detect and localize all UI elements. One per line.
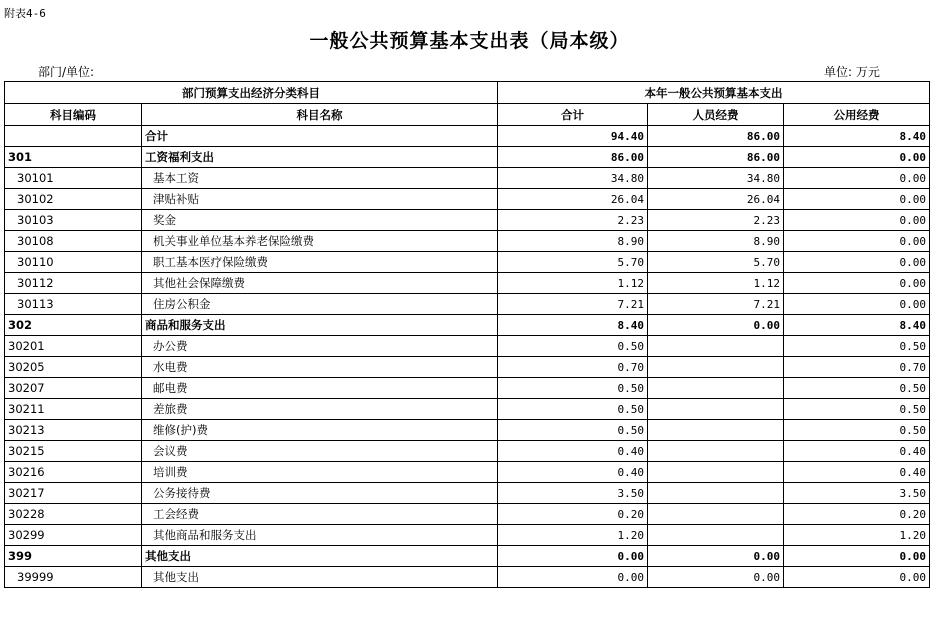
cell-code: 30216	[5, 462, 142, 483]
cell-personnel: 0.00	[648, 546, 784, 567]
cell-public: 0.00	[784, 546, 930, 567]
attachment-label: 附表4-6	[4, 7, 46, 20]
cell-personnel: 86.00	[648, 147, 784, 168]
cell-public: 0.00	[784, 147, 930, 168]
cell-code: 30110	[5, 252, 142, 273]
budget-table	[4, 81, 930, 588]
cell-code: 30201	[5, 336, 142, 357]
table-row	[5, 294, 930, 315]
cell-public: 0.00	[784, 252, 930, 273]
cell-name: 维修(护)费	[142, 420, 498, 441]
table-row	[5, 231, 930, 252]
header-total: 合计	[498, 104, 648, 126]
header-code: 科目编码	[5, 104, 142, 126]
department-label: 部门/单位:	[38, 65, 95, 79]
cell-personnel	[648, 399, 784, 420]
unit-label: 单位: 万元	[824, 65, 880, 79]
cell-total: 0.50	[498, 378, 648, 399]
table-row	[5, 147, 930, 168]
cell-name: 津贴补贴	[142, 189, 498, 210]
cell-public: 0.70	[784, 357, 930, 378]
table-row	[5, 168, 930, 189]
cell-public: 3.50	[784, 483, 930, 504]
cell-total: 7.21	[498, 294, 648, 315]
cell-name: 工会经费	[142, 504, 498, 525]
cell-public: 0.00	[784, 231, 930, 252]
table-row	[5, 546, 930, 567]
header-column-row	[5, 104, 930, 126]
cell-code: 30215	[5, 441, 142, 462]
cell-public: 8.40	[784, 126, 930, 147]
table-row	[5, 126, 930, 147]
cell-code: 30205	[5, 357, 142, 378]
header-group-right: 本年一般公共预算基本支出	[498, 82, 930, 104]
cell-name: 奖金	[142, 210, 498, 231]
cell-name: 培训费	[142, 462, 498, 483]
header-group-row	[5, 82, 930, 104]
cell-code: 30207	[5, 378, 142, 399]
cell-code: 30102	[5, 189, 142, 210]
cell-code: 30112	[5, 273, 142, 294]
cell-personnel	[648, 378, 784, 399]
cell-total: 2.23	[498, 210, 648, 231]
table-row	[5, 357, 930, 378]
cell-name: 机关事业单位基本养老保险缴费	[142, 231, 498, 252]
cell-code: 30213	[5, 420, 142, 441]
cell-total: 0.40	[498, 462, 648, 483]
table-row	[5, 210, 930, 231]
cell-name: 合计	[142, 126, 498, 147]
table-row	[5, 336, 930, 357]
cell-name: 公务接待费	[142, 483, 498, 504]
cell-code: 39999	[5, 567, 142, 588]
cell-personnel	[648, 462, 784, 483]
cell-public: 0.00	[784, 294, 930, 315]
cell-public: 0.50	[784, 378, 930, 399]
table-row	[5, 252, 930, 273]
cell-name: 邮电费	[142, 378, 498, 399]
cell-code: 30101	[5, 168, 142, 189]
cell-public: 0.00	[784, 189, 930, 210]
cell-personnel: 7.21	[648, 294, 784, 315]
cell-code: 30217	[5, 483, 142, 504]
cell-code: 30113	[5, 294, 142, 315]
cell-public: 0.00	[784, 567, 930, 588]
cell-total: 3.50	[498, 483, 648, 504]
cell-public: 0.50	[784, 399, 930, 420]
cell-code: 30108	[5, 231, 142, 252]
table-row	[5, 273, 930, 294]
cell-name: 办公费	[142, 336, 498, 357]
cell-personnel	[648, 525, 784, 546]
cell-personnel: 2.23	[648, 210, 784, 231]
cell-code	[5, 126, 142, 147]
cell-total: 0.70	[498, 357, 648, 378]
cell-total: 0.50	[498, 420, 648, 441]
cell-personnel: 1.12	[648, 273, 784, 294]
cell-code: 30103	[5, 210, 142, 231]
cell-total: 0.20	[498, 504, 648, 525]
cell-code: 399	[5, 546, 142, 567]
cell-personnel: 5.70	[648, 252, 784, 273]
cell-code: 30211	[5, 399, 142, 420]
header-personnel: 人员经费	[648, 104, 784, 126]
header-group-left: 部门预算支出经济分类科目	[5, 82, 498, 104]
cell-public: 8.40	[784, 315, 930, 336]
cell-name: 差旅费	[142, 399, 498, 420]
cell-personnel: 8.90	[648, 231, 784, 252]
cell-name: 职工基本医疗保险缴费	[142, 252, 498, 273]
cell-total: 1.20	[498, 525, 648, 546]
page-title: 一般公共预算基本支出表（局本级）	[309, 30, 630, 52]
cell-personnel	[648, 420, 784, 441]
cell-total: 94.40	[498, 126, 648, 147]
cell-public: 0.00	[784, 168, 930, 189]
cell-name: 其他支出	[142, 567, 498, 588]
cell-total: 86.00	[498, 147, 648, 168]
cell-total: 5.70	[498, 252, 648, 273]
table-row	[5, 420, 930, 441]
cell-name: 工资福利支出	[142, 147, 498, 168]
cell-personnel: 26.04	[648, 189, 784, 210]
cell-personnel	[648, 441, 784, 462]
cell-code: 301	[5, 147, 142, 168]
cell-public: 0.20	[784, 504, 930, 525]
cell-name: 水电费	[142, 357, 498, 378]
cell-total: 8.90	[498, 231, 648, 252]
cell-code: 30299	[5, 525, 142, 546]
cell-total: 0.50	[498, 399, 648, 420]
cell-personnel: 0.00	[648, 315, 784, 336]
cell-total: 1.12	[498, 273, 648, 294]
cell-personnel: 34.80	[648, 168, 784, 189]
table-row	[5, 441, 930, 462]
cell-name: 住房公积金	[142, 294, 498, 315]
cell-personnel	[648, 483, 784, 504]
cell-total: 0.00	[498, 567, 648, 588]
cell-code: 302	[5, 315, 142, 336]
table-row	[5, 189, 930, 210]
table-row	[5, 462, 930, 483]
cell-public: 0.40	[784, 441, 930, 462]
header-public: 公用经费	[784, 104, 930, 126]
table-row	[5, 525, 930, 546]
cell-name: 其他支出	[142, 546, 498, 567]
cell-total: 26.04	[498, 189, 648, 210]
cell-personnel	[648, 504, 784, 525]
table-row	[5, 399, 930, 420]
table-row	[5, 315, 930, 336]
header-name: 科目名称	[142, 104, 498, 126]
table-row	[5, 504, 930, 525]
cell-personnel: 0.00	[648, 567, 784, 588]
cell-public: 0.40	[784, 462, 930, 483]
cell-total: 34.80	[498, 168, 648, 189]
table-row	[5, 567, 930, 588]
cell-name: 会议费	[142, 441, 498, 462]
cell-public: 0.00	[784, 273, 930, 294]
cell-total: 0.00	[498, 546, 648, 567]
cell-personnel	[648, 336, 784, 357]
cell-public: 0.50	[784, 336, 930, 357]
cell-total: 8.40	[498, 315, 648, 336]
table-row	[5, 378, 930, 399]
cell-name: 其他商品和服务支出	[142, 525, 498, 546]
cell-personnel	[648, 357, 784, 378]
cell-public: 1.20	[784, 525, 930, 546]
cell-personnel: 86.00	[648, 126, 784, 147]
table-row	[5, 483, 930, 504]
cell-public: 0.50	[784, 420, 930, 441]
cell-public: 0.00	[784, 210, 930, 231]
cell-total: 0.40	[498, 441, 648, 462]
cell-name: 基本工资	[142, 168, 498, 189]
cell-name: 其他社会保障缴费	[142, 273, 498, 294]
cell-code: 30228	[5, 504, 142, 525]
cell-total: 0.50	[498, 336, 648, 357]
cell-name: 商品和服务支出	[142, 315, 498, 336]
